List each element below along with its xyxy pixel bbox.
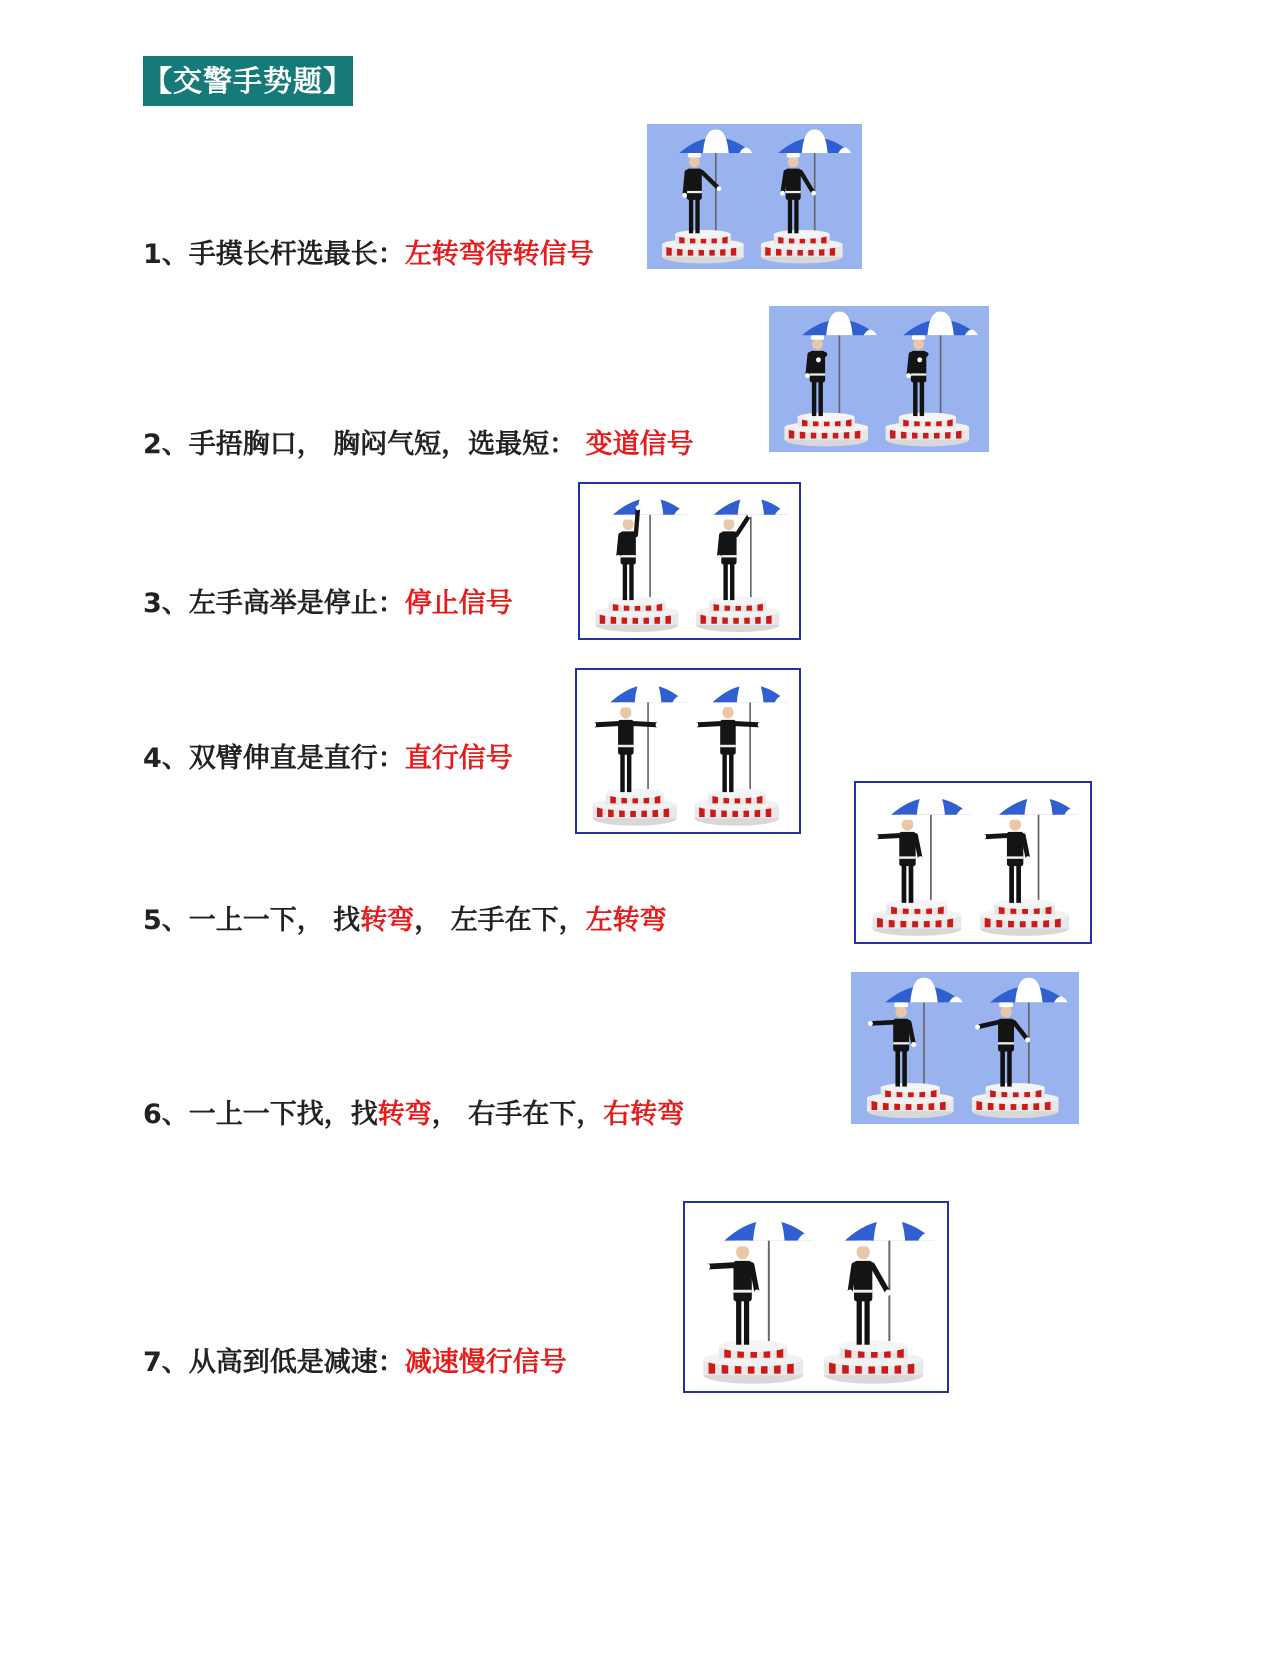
signal-name: 转弯 [377, 1099, 432, 1130]
gesture-prefix: 2、手捂胸口， 胸闷气短，选最短： [143, 429, 586, 460]
signal-name: 转弯 [360, 905, 415, 936]
traffic-police-illustration [577, 670, 799, 832]
signal-name: 右转弯 [603, 1099, 685, 1130]
signal-name: 变道信号 [585, 429, 694, 460]
traffic-police-illustration [856, 783, 1090, 942]
gesture-prefix: 3、左手高举是停止： [143, 588, 405, 619]
signal-name: 减速慢行信号 [404, 1347, 567, 1378]
gesture-image-7 [683, 1201, 949, 1393]
traffic-police-illustration [769, 306, 989, 452]
gesture-prefix: 1、手摸长杆选最长： [143, 239, 405, 270]
gesture-image-2 [769, 306, 989, 452]
traffic-police-illustration [851, 972, 1079, 1124]
gesture-item-5 [143, 904, 667, 938]
gesture-prefix: 5、一上一下， 找 [143, 905, 361, 936]
signal-name: 停止信号 [404, 588, 513, 619]
gesture-item-2 [143, 428, 694, 462]
gesture-item-1 [143, 238, 594, 272]
gesture-image-3 [578, 482, 801, 640]
signal-name: 直行信号 [404, 743, 513, 774]
section-heading: 【交警手势题】 [143, 56, 353, 106]
traffic-police-illustration [580, 484, 799, 638]
gesture-prefix: 4、双臂伸直是直行： [143, 743, 405, 774]
gesture-item-6 [143, 1098, 684, 1132]
gesture-image-4 [575, 668, 801, 834]
gesture-prefix: 7、从高到低是减速： [143, 1347, 405, 1378]
signal-name: 左转弯待转信号 [404, 239, 594, 270]
gesture-item-4 [143, 742, 513, 776]
signal-name: 左转弯 [585, 905, 667, 936]
gesture-image-6 [851, 972, 1079, 1124]
gesture-text: ， 右手在下， [431, 1099, 604, 1130]
gesture-prefix: 6、一上一下找，找 [143, 1099, 378, 1130]
gesture-text: ， 左手在下， [414, 905, 586, 936]
gesture-item-3 [143, 587, 513, 621]
gesture-image-1 [647, 124, 862, 269]
traffic-police-illustration [647, 124, 862, 269]
gesture-item-7 [143, 1346, 567, 1380]
gesture-image-5 [854, 781, 1092, 944]
traffic-police-illustration [685, 1203, 947, 1391]
